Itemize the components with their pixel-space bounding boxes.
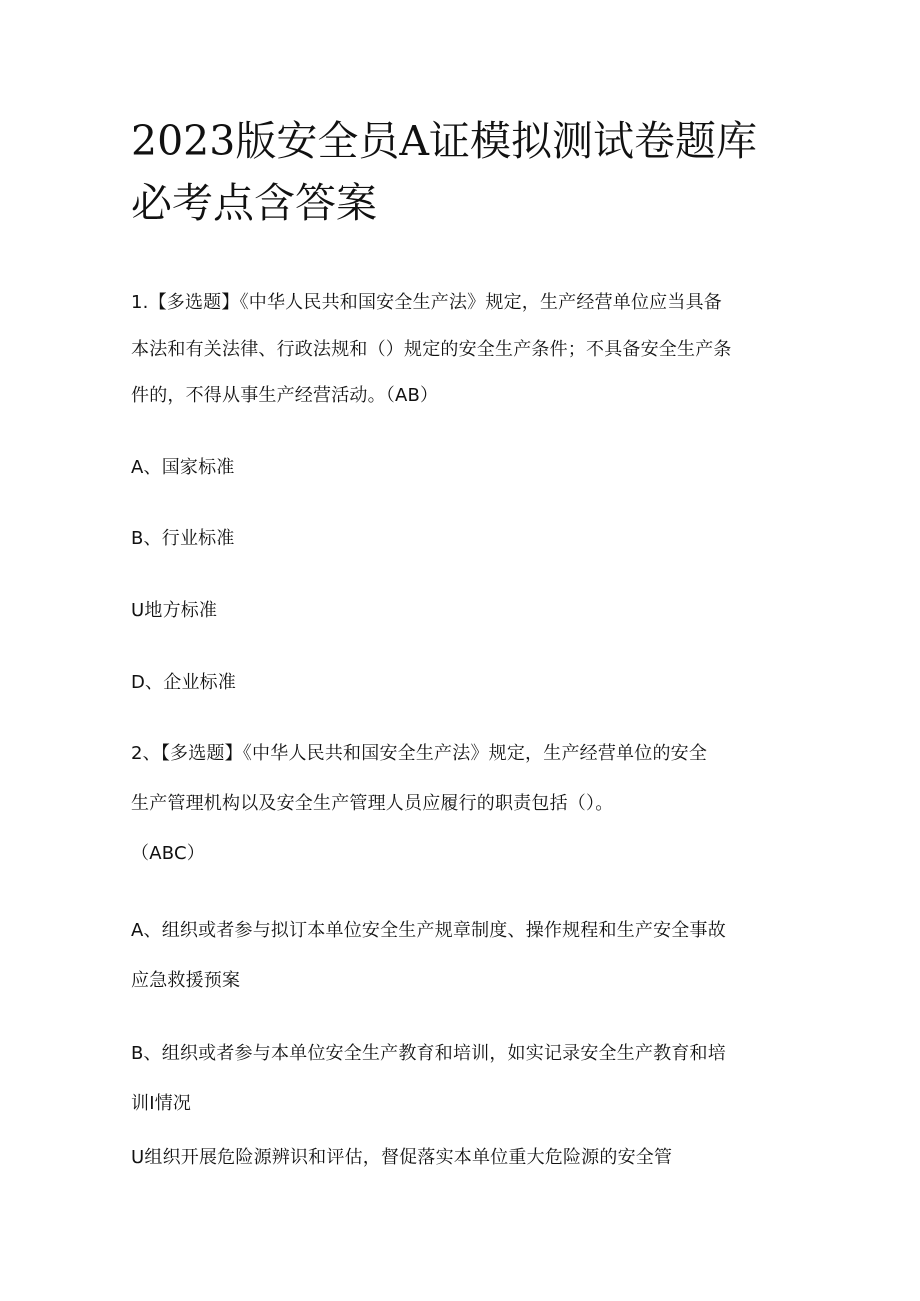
q1-option-b: B、行业标准 xyxy=(131,528,235,549)
q1-option-d: D、企业标准 xyxy=(131,672,237,693)
title-line-2: 必考点含答案 xyxy=(131,179,377,227)
q2-option-a-line-2: 应急救援预案 xyxy=(131,970,241,991)
q2-option-a-line-1: A、组织或者参与拟订本单位安全生产规章制度、操作规程和生产安全事故 xyxy=(131,920,726,941)
q1-text-line-1: 1.【多选题】《中华人民共和国安全生产法》规定，生产经营单位应当具备 xyxy=(131,292,722,313)
q2-option-b-line-2: 训I情况 xyxy=(131,1093,192,1114)
q2-text-line-1: 2、【多选题】《中华人民共和国安全生产法》规定，生产经营单位的安全 xyxy=(131,743,708,764)
q1-option-a: A、国家标准 xyxy=(131,457,235,478)
q2-text-line-2: 生产管理机构以及安全生产管理人员应履行的职责包括（）。 xyxy=(131,793,614,814)
q1-option-c: U地方标准 xyxy=(131,600,218,621)
q1-text-line-2: 本法和有关法律、行政法规和（）规定的安全生产条件；不具备安全生产条 xyxy=(131,339,732,360)
q2-answer: （ABC） xyxy=(131,843,205,864)
q2-option-b-line-1: B、组织或者参与本单位安全生产教育和培训，如实记录安全生产教育和培 xyxy=(131,1043,726,1064)
q2-option-c-line-1: U组织开展危险源辨识和评估，督促落实本单位重大危险源的安全管 xyxy=(131,1147,673,1168)
page-title xyxy=(131,110,811,234)
title-line-1: 2023版安全员A证模拟测试卷题库 xyxy=(131,117,757,165)
q1-text-line-3: 件的，不得从事生产经营活动。（AB） xyxy=(131,385,439,406)
